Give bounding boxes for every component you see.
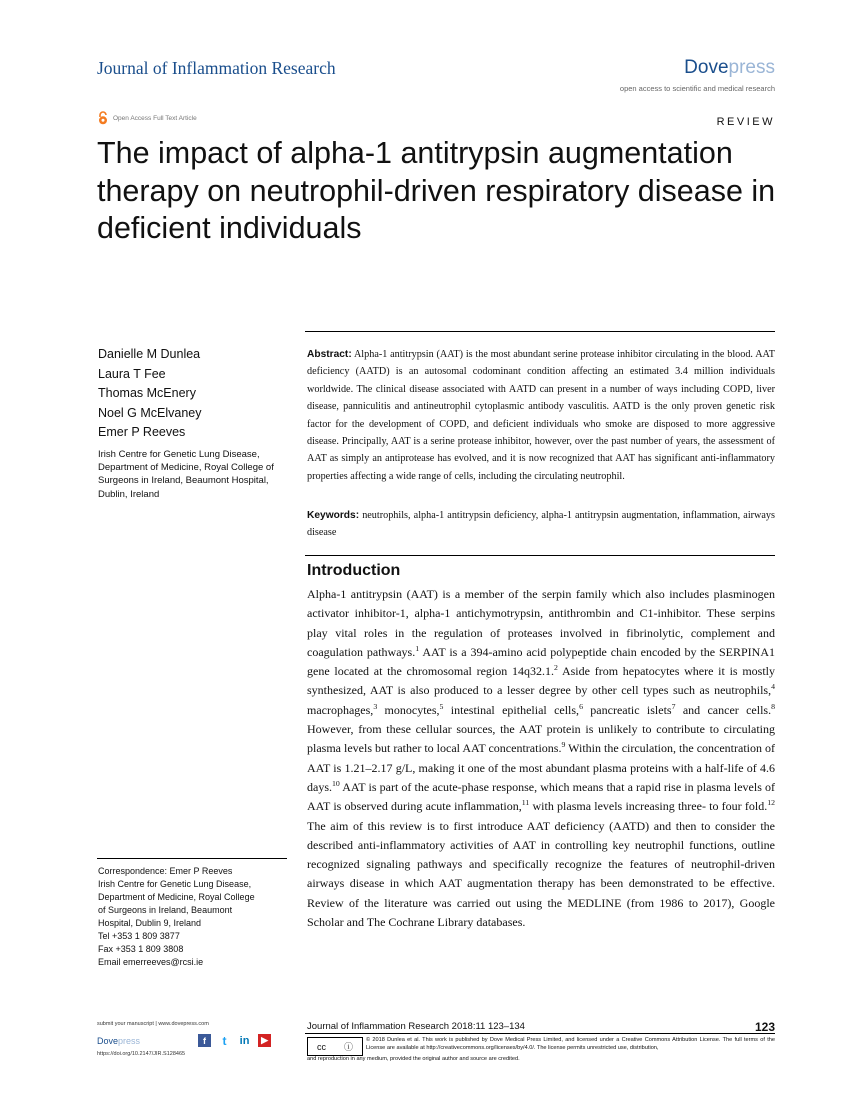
author-name: Thomas McEnery bbox=[98, 386, 196, 400]
reference-marker[interactable]: 4 bbox=[771, 682, 775, 692]
correspondence-line: Irish Centre for Genetic Lung Disease, bbox=[98, 879, 252, 889]
reference-marker[interactable]: 10 bbox=[332, 778, 340, 788]
author-name: Danielle M Dunlea bbox=[98, 347, 201, 361]
abstract-label: Abstract: bbox=[307, 349, 352, 360]
introduction-paragraph: Alpha-1 antitrypsin (AAT) is a member of the serpin family which also includes plasminogen activator inhibitor-1, alpha-1 antichymotrypsin, antithrombin and C1-inhibitor. These serpins play vital roles in the regulation of proteases involved in fibrinolytic, complement and coagulation pathways.$^1$ AAT is a 394-amino acid polypeptide chain encoded by the SERPINA1 gene located at the chromosomal region 14q32.1.$^2$ Aside from hepatocytes where it is mostly synthesized, AAT is also produced to a lesser degree by other cell types such as neutrophils,$^4$ macrophages,$^3$ monocytes,$^5$ intestinal epithelial cells,$^6$ pancreatic islets$^7$ and cancer cells.$^8$ However, from these cellular sources, the AAT protein is unlikely to contribute to circulating plasma levels but rather to local AAT concentrations.$^9$ Within the circulation, the concentration of AAT is 1.21–2.17 g/L, making it one of the most abundant plasma proteins with a half-life of 4.6 days.$^{10}$ AAT is part of the acute-phase response, which means that a rapid rise in plasma levels of AAT is observed during acute inflammation,$^{11}$ with plasma levels increasing three- to four fold.$^{12}$ The aim of this review is to first introduce AAT deficiency (AATD) and then to consider the described anti-inflammatory activities of AAT in controlling key neutrophil functions, outline recognized signaling pathways and specifically recognize the features of neutrophil-driven airways disease in which AAT augmentation therapy has been demonstrated to be effective. Review of the literature was carried out using the MEDLINE (from 1986 to 2017), Google Scholar and The Cochrane Library databases. bbox=[307, 587, 776, 930]
reference-marker[interactable]: 8 bbox=[771, 701, 775, 711]
linkedin-icon[interactable]: in bbox=[239, 1034, 250, 1047]
correspondence-line: Correspondence: Emer P Reeves bbox=[98, 866, 233, 876]
divider bbox=[305, 331, 775, 332]
correspondence-block bbox=[98, 865, 288, 969]
publisher-logo[interactable] bbox=[684, 57, 775, 79]
abstract-text: Alpha-1 antitrypsin (AAT) is the most abundant serine protease inhibitor circulating in the blood. AAT deficiency (AATD) is an autosomal codominant condition affecting an estimated 3.4 million individuals worldwide. The clinical disease associated with AATD can present in a number of ways including COPD, liver disease, panniculitis and antineutrophil cytoplasmic antibody vasculitis. AATD is the only proven genetic risk factor for the development of COPD, and deficient individuals who smoke are disposed to more aggressive disease. Principally, AAT is a serine protease inhibitor, however, over the past number of years, the assessment of AAT as simply an antiprotease has evolved, and it is now recognized that AAT has significant anti-inflammatory properties affecting a wide range of cells, including the circulating neutrophil. bbox=[307, 349, 776, 482]
correspondence-email[interactable]: Email emerreeves@rcsi.ie bbox=[98, 957, 204, 967]
section-heading-introduction: Introduction bbox=[307, 562, 401, 579]
reference-marker[interactable]: 9 bbox=[561, 740, 566, 750]
open-access-label: Open Access Full Text Article bbox=[113, 114, 197, 122]
page-number: 123 bbox=[754, 1020, 775, 1034]
citation: Journal of Inflammation Research 2018:11 123–134 bbox=[307, 1021, 525, 1032]
doi-link[interactable]: https://doi.org/10.2147/JIR.S128465 bbox=[97, 1051, 186, 1057]
open-access-lock-icon bbox=[97, 111, 109, 125]
author-affiliation: Irish Centre for Genetic Lung Disease, Department of Medicine, Royal College of Surgeons in Ireland, Beaumont Hospital, Dublin, Ireland bbox=[98, 449, 274, 500]
author-name: Noel G McElvaney bbox=[98, 405, 202, 420]
reference-marker[interactable]: 6 bbox=[579, 701, 583, 711]
divider bbox=[97, 858, 287, 859]
publisher-tagline: open access to scientific and medical research bbox=[619, 84, 775, 93]
abstract bbox=[307, 346, 775, 485]
author-list bbox=[98, 345, 202, 443]
license-text: and reproduction in any medium, provided the original author and source are credited. bbox=[307, 1056, 520, 1062]
correspondence-line: Tel +353 1 809 3877 bbox=[98, 931, 180, 941]
article-type: REVIEW bbox=[716, 116, 775, 128]
footer-logo-row bbox=[97, 1034, 287, 1047]
keywords-label: Keywords: bbox=[307, 510, 360, 521]
keywords bbox=[307, 507, 775, 542]
reference-marker[interactable]: 5 bbox=[439, 701, 444, 711]
author-name: Emer P Reeves bbox=[98, 425, 186, 439]
license-text: © 2018 Dunlea et al. This work is published by Dove Medical Press Limited, and licensed under a Creative Commons Attribution License. The full terms of the License are available at http://creativecommons.org/licenses/by/4.0/. The license permits unrestricted use, distribution, bbox=[366, 1037, 775, 1052]
footer-left bbox=[97, 1021, 287, 1057]
youtube-icon[interactable]: ▶ bbox=[258, 1034, 271, 1047]
creative-commons-badge[interactable] bbox=[307, 1037, 363, 1056]
reference-marker[interactable]: 2 bbox=[554, 663, 558, 673]
submit-manuscript-link[interactable]: submit your manuscript | www.dovepress.com bbox=[97, 1021, 209, 1027]
divider bbox=[305, 1033, 775, 1034]
reference-marker[interactable]: 11 bbox=[521, 798, 530, 808]
correspondence-line: of Surgeons in Ireland, Beaumont bbox=[98, 905, 233, 915]
reference-marker[interactable]: 7 bbox=[671, 701, 676, 711]
logo-dove: Dove bbox=[684, 57, 729, 78]
author-name: Laura T Fee bbox=[98, 366, 166, 381]
reference-marker[interactable]: 12 bbox=[767, 798, 776, 808]
correspondence-line: Hospital, Dublin 9, Ireland bbox=[98, 918, 202, 928]
article-title: The impact of alpha-1 antitrypsin augmentation therapy on neutrophil-driven respiratory disease in deficient individuals bbox=[97, 136, 776, 245]
by-icon: ⓘ bbox=[343, 1042, 353, 1052]
keywords-text: neutrophils, alpha-1 antitrypsin deficiency, alpha-1 antitrypsin augmentation, inflammation, airways disease bbox=[307, 510, 775, 539]
footer-publisher-logo[interactable]: Dovepress bbox=[97, 1035, 141, 1046]
divider bbox=[305, 555, 775, 556]
journal-name: Journal of Inflammation Research bbox=[97, 58, 336, 78]
twitter-icon[interactable]: t bbox=[218, 1034, 231, 1047]
reference-marker[interactable]: 1 bbox=[415, 643, 420, 653]
open-access-badge bbox=[97, 111, 197, 125]
correspondence-line: Fax +353 1 809 3808 bbox=[98, 944, 184, 954]
facebook-icon[interactable]: f bbox=[198, 1034, 211, 1047]
correspondence-line: Department of Medicine, Royal College bbox=[98, 892, 255, 902]
logo-press: press bbox=[728, 57, 775, 78]
cc-icon: cc bbox=[316, 1041, 326, 1052]
reference-marker[interactable]: 3 bbox=[373, 701, 378, 711]
